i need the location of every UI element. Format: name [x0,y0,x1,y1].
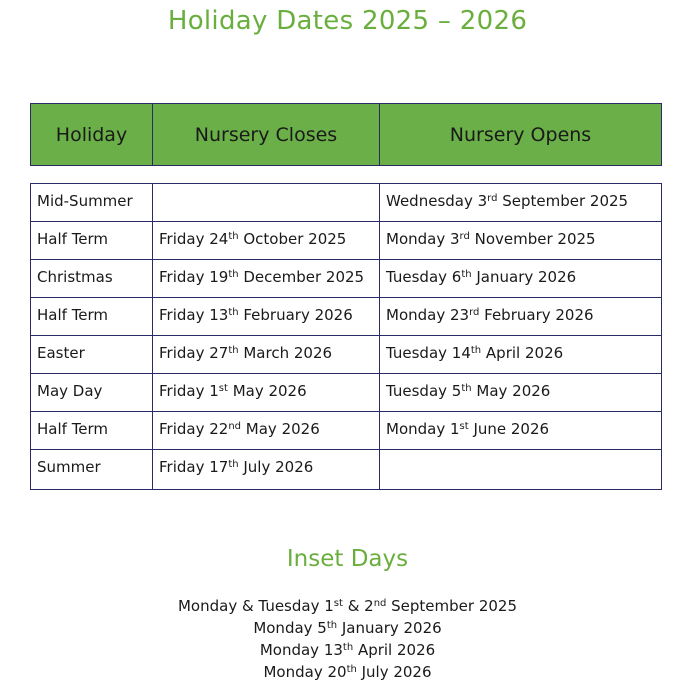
date-text: Friday 17 [159,458,229,476]
ordinal-suffix: th [470,345,482,356]
ordinal-suffix: nd [373,598,387,609]
column-header-holiday: Holiday [31,104,153,166]
inset-day-line [0,617,695,639]
ordinal-suffix: th [228,231,239,242]
inset-day-text: Monday 5 [253,619,327,637]
nursery-closes-cell [153,298,380,336]
ordinal-suffix: st [218,383,228,394]
date-text: Tuesday 5 [386,382,462,400]
date-text: April 2026 [481,344,564,362]
nursery-closes-cell [153,450,380,490]
date-text: May 2026 [227,382,307,400]
nursery-opens-cell [380,412,662,450]
ordinal-suffix: rd [469,307,480,318]
inset-day-text: April 2026 [353,641,436,659]
date-text: February 2026 [479,306,594,324]
table-row [31,222,662,260]
table-row [31,336,662,374]
inset-day-text: July 2026 [356,663,432,681]
ordinal-suffix: th [346,664,357,675]
date-text: Wednesday 3 [386,192,488,210]
nursery-opens-cell [380,298,662,336]
holiday-name-cell: Mid-Summer [31,184,153,222]
date-text: June 2026 [468,420,550,438]
nursery-closes-cell [153,222,380,260]
table-row [31,260,662,298]
ordinal-suffix: nd [228,421,242,432]
holiday-name-cell: Christmas [31,260,153,298]
nursery-opens-cell [380,184,662,222]
inset-day-text: September 2025 [386,597,518,615]
inset-day-text: & 2 [342,597,374,615]
inset-day-text: January 2026 [337,619,442,637]
table-row [31,298,662,336]
nursery-closes-cell [153,260,380,298]
date-text: Friday 27 [159,344,229,362]
nursery-opens-cell [380,260,662,298]
date-text: Friday 24 [159,230,229,248]
date-text: May 2026 [241,420,320,438]
inset-day-line [0,595,695,617]
nursery-opens-cell [380,222,662,260]
date-text: May 2026 [471,382,551,400]
nursery-closes-cell [153,412,380,450]
date-text: November 2025 [469,230,596,248]
inset-day-text: Monday & Tuesday 1 [177,597,334,615]
ordinal-suffix: rd [459,231,470,242]
holiday-name-cell: Easter [31,336,153,374]
date-text: Monday 23 [386,306,470,324]
date-text: Friday 22 [159,420,229,438]
ordinal-suffix: th [461,269,472,280]
ordinal-suffix: th [228,307,239,318]
ordinal-suffix: th [228,459,239,470]
inset-days-heading: Inset Days [286,546,409,572]
inset-days-list [0,595,695,683]
nursery-opens-cell [380,374,662,412]
column-header-nursery-opens: Nursery Opens [380,104,662,166]
date-text: March 2026 [238,344,333,362]
ordinal-suffix: st [333,598,343,609]
holiday-name-cell: Half Term [31,298,153,336]
date-text: Friday 19 [159,268,229,286]
date-text: Friday 13 [159,306,229,324]
ordinal-suffix: st [459,421,469,432]
date-text: December 2025 [238,268,365,286]
ordinal-suffix: th [228,269,239,280]
table-row [31,374,662,412]
date-text: Tuesday 6 [386,268,462,286]
table-row [31,184,662,222]
holiday-name-cell: May Day [31,374,153,412]
date-text: Tuesday 14 [386,344,471,362]
nursery-closes-cell [153,374,380,412]
nursery-closes-cell [153,184,380,222]
page-title: Holiday Dates 2025 – 2026 [167,6,528,36]
date-text: September 2025 [497,192,629,210]
ordinal-suffix: rd [487,193,498,204]
holiday-name-cell: Half Term [31,412,153,450]
date-text: Friday 1 [159,382,219,400]
nursery-opens-cell [380,450,662,490]
inset-day-line [0,639,695,661]
date-text: January 2026 [471,268,577,286]
ordinal-suffix: th [326,620,338,631]
date-text: Monday 1 [386,420,460,438]
inset-day-text: Monday 20 [263,663,347,681]
table-row [31,412,662,450]
inset-day-line [0,661,695,683]
holiday-table [30,183,662,490]
column-header-nursery-closes: Nursery Closes [153,104,380,166]
holiday-name-cell: Summer [31,450,153,490]
ordinal-suffix: th [342,642,354,653]
nursery-opens-cell [380,336,662,374]
holiday-table-header [30,103,662,166]
holiday-name-cell: Half Term [31,222,153,260]
date-text: October 2025 [238,230,347,248]
date-text: Monday 3 [386,230,460,248]
date-text: February 2026 [238,306,353,324]
nursery-closes-cell [153,336,380,374]
ordinal-suffix: th [461,383,472,394]
date-text: July 2026 [238,458,314,476]
table-row [31,450,662,490]
ordinal-suffix: th [228,345,239,356]
inset-day-text: Monday 13 [259,641,343,659]
